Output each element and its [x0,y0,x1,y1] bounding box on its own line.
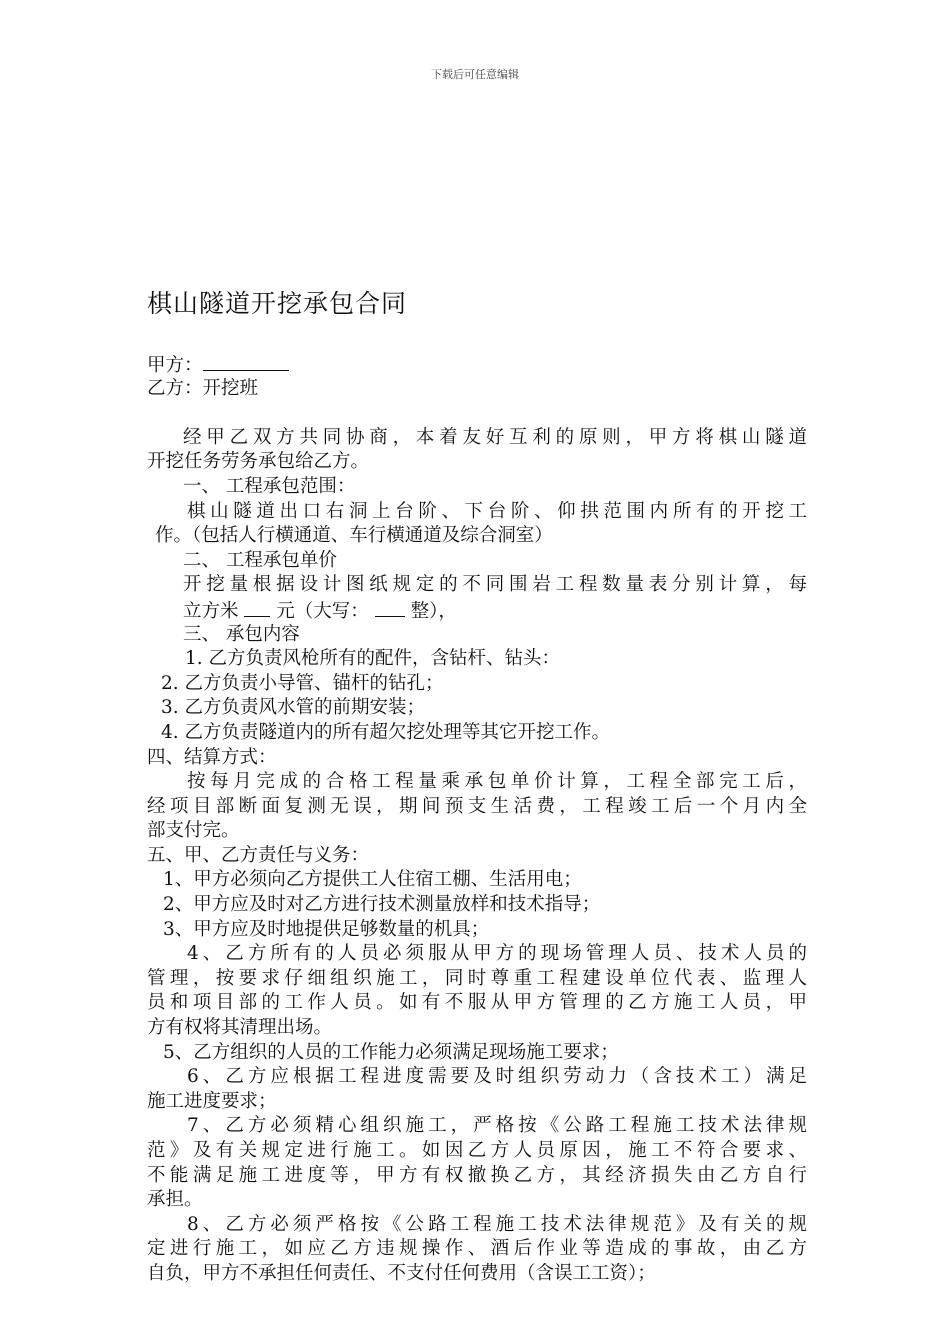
section-5-item: 4、乙方所有的人员必须服从甲方的现场管理人员、技术人员的 [187,943,807,965]
price-caps-label: 元（大写： [276,600,369,622]
section-5-item-cont: 施工进度要求； [147,1090,277,1112]
section-4-heading: 四、结算方式： [147,746,277,768]
section-5-item-cont: 定进行施工，如应乙方违规操作、酒后作业等造成的事故，由乙方 [147,1238,807,1260]
section-5-item: 5、乙方组织的人员的工作能力必须满足现场施工要求； [163,1041,619,1063]
unit-price-caps-blank [375,598,405,617]
section-3-item: 3. 乙方负责风水管的前期安装； [161,697,426,719]
section-1-heading: 一、 工程承包范围： [183,475,356,497]
section-3-item: 1. 乙方负责风枪所有的配件，含钻杆、钻头： [185,648,561,670]
party-a-blank [203,352,289,371]
header-note: 下载后可任意编辑 [431,68,519,81]
section-4-text: 经项目部断面复测无误，期间预支生活费，工程竣工后一个月内全 [147,795,807,817]
intro-line: 开挖任务劳务承包给乙方。 [147,451,370,473]
section-5-item: 2、甲方应及时对乙方进行技术测量放样和技术指导； [163,894,601,916]
section-3-item: 2. 乙方负责小导管、锚杆的钻孔； [161,672,444,694]
section-5-item: 6、乙方应根据工程进度需要及时组织劳动力（含技术工）满足 [187,1066,807,1088]
unit-price-blank [244,598,270,617]
section-4-text: 部支付完。 [147,820,240,842]
section-3-heading: 三、 承包内容 [183,623,300,645]
section-1-text: 作。（包括人行横通道、车行横通道及综合洞室） [155,525,553,547]
section-2-price-line [147,598,807,623]
section-5-item-cont: 方有权将其清理出场。 [147,1017,333,1039]
party-b-line: 乙方：开挖班 [147,377,259,399]
document-body [147,352,807,1287]
section-5-item-cont: 管理，按要求仔细组织施工，同时尊重工程建设单位代表、监理人 [147,967,807,989]
price-label: 立方米 [183,600,239,622]
section-5-item-cont: 员和项目部的工作人员。如有不服从甲方管理的乙方施工人员，甲 [147,992,807,1014]
section-5-item-cont: 承担。 [147,1189,203,1211]
section-2-heading: 二、 工程承包单价 [183,549,337,571]
intro-line: 经甲乙双方共同协商，本着友好互利的原则，甲方将棋山隧道 [183,426,807,448]
section-5-item-cont: 不能满足施工进度等，甲方有权撤换乙方，其经济损失由乙方自行 [147,1164,807,1186]
section-5-item: 8、乙方必须严格按《公路工程施工技术法律规范》及有关的规 [187,1213,807,1235]
section-5-item-cont: 自负，甲方不承担任何责任、不支付任何费用（含误工工资）； [147,1262,656,1284]
section-4-text: 按每月完成的合格工程量乘承包单价计算，工程全部完工后， [187,771,807,793]
party-a-label: 甲方： [147,355,203,376]
section-5-item: 7、乙方必须精心组织施工，严格按《公路工程施工技术法律规 [187,1115,807,1137]
section-2-text: 开挖量根据设计图纸规定的不同围岩工程数量表分别计算，每 [183,574,807,596]
section-1-text: 棋山隧道出口右洞上台阶、下台阶、仰拱范围内所有的开挖工 [187,500,807,522]
section-5-item: 3、甲方应及时地提供足够数量的机具； [163,918,490,940]
price-end: 整）， [410,600,457,622]
document-title: 棋山隧道开挖承包合同 [147,289,408,318]
section-5-heading: 五、甲、乙方责任与义务： [147,844,370,866]
section-3-item: 4. 乙方负责隧道内的所有超欠挖处理等其它开挖工作。 [161,721,611,743]
section-5-item-cont: 范》及有关规定进行施工。如因乙方人员原因，施工不符合要求、 [147,1140,807,1161]
section-5-item: 1、甲方必须向乙方提供工人住宿工棚、生活用电； [163,869,582,891]
party-a-line [147,352,807,377]
